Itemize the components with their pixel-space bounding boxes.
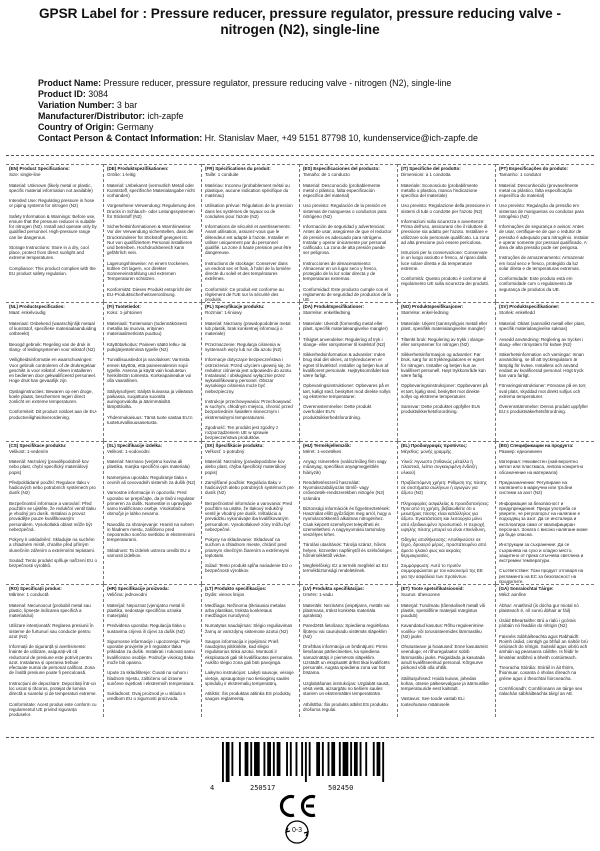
info-value: Pressure reducer, pressure regulator, pressure reducing valve - nitrogen (N2), single-line [103,78,452,88]
spec-body: Μέγεθος: μονής γραμμής Υλικό: Άγνωστο (πιθανώς μέταλλο ή πλαστικό, λείπει συγκεκριμένη ένδειξη υλικού) Προβλεπόμενη χρήση: Ρύθμιση της πίεσης σε συστήματα σωλήνων ή αγωγών για άζωτο (N2) Πληροφορίες ασφαλείας & προειδοποιήσεις: Πριν από τη χρήση, βεβαιωθείτε ότι ο μειωτήρας πίεσης είναι κατάλληλος για άζωτο. Εγκατάσταση και λειτουργία μόνο από εξειδικευμένο προσωπικό. Η περιοχή υψηλής πίεσης μπορεί να είναι επικίνδυνη. Οδηγίες αποθήκευσης: Αποθηκεύστε σε ξηρό, δροσερό μέρος, προστατευμένο από άμεσο ηλιακό φως και ακραίες θερμοκρασίες. Συμμόρφωση: Αυτό το προϊόν συμμορφώνεται με τον κανονισμό της ΕΕ για την ασφάλεια των προϊόντων. [401,448,490,579]
spec-heading: (DE) Produktspezifikationen: [107,166,169,171]
spec-body: Dimensioni: a 1 condotta Materiale: Sconosciuto (probabilmente metallo o plastica, manca l'indicazione specifica del materiale) Uso previsto: Regolazione della pressione in sistemi di tubi o condotte per l'azoto (N2) Informazioni sulla sicurezza e avvertenze: Prima dell'uso, assicurarsi che il riduttore di pressione sia adatto per l'azoto. Installare e utilizzare solo personale qualificato. La zona ad alta pressione può essere pericolosa. Istruzioni per la conservazione: Conservare in un luogo asciutto e fresco, al riparo dalla luce solare diretta e da temperature estreme. Conformità: Questo prodotto è conforme al regolamento UE sulla sicurezza dei prodotti. [401,172,490,287]
info-row-variation-number [38,100,478,111]
spec-heading: (CS) Specifikace produktu: [9,442,67,448]
spec-heading: (LT) Produkto specifikacijos: [205,586,267,592]
barcode-bar [343,742,349,776]
info-row-manufacturer [38,111,478,122]
language-spec-cell [104,584,202,717]
spec-heading: (ET) Toote spetsifikatsioonid: [401,586,464,592]
barcode-bar [254,742,260,776]
language-spec-cell [202,441,300,584]
spec-heading: (NO) Produktspesifikasjoner: [401,304,464,310]
spec-heading: (PT) Especificações do produto: [499,166,569,171]
barcode-bar [296,742,298,776]
spec-heading: (GA) Sonraíochtaí Táirge: [499,586,554,592]
spec-body: Storlek: enkelledd Material: Okänt (sannolikt metall eller plast, specifik materialangivelse saknas) Avsedd användning: Reglering av trycket i slang- eller rörsystem för kväve (N2) Säkerhetsinformation och varningar: Innan användning, se till att tryckregulatorn är lämplig för kväve. Installera och använd endast av kvalificerad personal. Högt tryck kan vara farligt. Förvaringsinstruktioner: Förvaras på en torr, sval plats, skyddad mot direkt solljus och extrema temperaturer. Överensstämmelse: Denna produkt uppfyller EU:s produktsäkerhetsförordning. [499,310,589,415]
spec-body: Размер: еднолинеен Материал: Неизвестен (най-вероятно метал или пластмаса, липсва конкретно обозначение на материала) Предназначение: Регулиране на налягането в маркучни или тръбни системи за азот (N2) Информация за безопасност и предупреждения: Преди употреба се уверете, че регулаторът на налягане е подходящ за азот. Да се инсталира и експлоатира само от квалифициран персонал. Зоната с високо налягане може да бъде опасна. Инструкции за съхранение: Да се съхранява на сухо и хладно място, защитено от пряка слънчева светлина и екстремни температури. Съответствие: Този продукт отговаря на регламента на ЕС за безопасност на продуктите. [499,448,588,584]
barcode-bar [365,742,367,776]
info-row-product-name [38,78,478,89]
info-value: Hr. Stanislav Maer, +49 5151 87798 10, kundenservice@ich-zapfe.de [204,133,478,143]
barcode-bar [382,742,384,782]
spec-body: Suurus: ühesoonne Materjal: Tundmatu (tõenäoliselt metall või plastik, spetsiifiline materjali märgistus puudub) Kavandatud kasutus: Rõhu reguleerimine vooliku- või torusüsteemides lämmastiku (N2) jaoks Ohutusteave ja hoiatused: Enne kasutamist veenduge, et rõhuregulaator sobib lämmastiku jaoks. Paigaldada ja kasutada ainult kvalifitseeritud personal. Kõrgsurve piirkond võib olla ohtlik. Säilitusjuhised: Hoida kuivas, jahedas kohas, otsese päikesevalguse ja äärmuslike temperatuuride eest kaitstult. Vastavus: See toode vastab ELi tooteohutuse määrusele. [401,592,489,707]
spec-body: Veličina: jednovodni Materijal: Nepoznat (vjerojatno metal ili plastika, nedostaje specifična oznaka materijala) Predviđena uporaba: Regulacija tlaka u sustavima crijeva ili cijevi za dušik (N2) Sigurnosne informacije i upozorenja: Prije uporabe provjerite je li regulator tlaka prikladan za dušik. Instalirati i rukovati samo kvalificirano osoblje. Područje visokog tlaka može biti opasno. Upute za skladištenje: Čuvati na suhom i hladnom mjestu, zaštićeno od izravne sunčeve svjetlosti i ekstremnih temperatura. Sukladnost: Ovaj proizvod je u skladu s uredbom EU o sigurnosti proizvoda. [107,592,196,702]
barcode-bar [331,742,335,776]
recycling-code: 0-3 [291,827,303,834]
language-spec-cell [300,584,398,717]
barcode-bar [286,742,288,776]
language-spec-cell [398,164,496,302]
spec-heading: (HU) Termékjellemzők: [303,442,352,448]
language-spec-cell [398,302,496,440]
info-row-contact [38,133,478,144]
language-spec-cell [398,584,496,717]
recycling-mark [282,818,312,846]
spec-body: Rozmiar: 1-liniowy Materiał: Nieznany (prawdopodobnie metal lub plastik, brak konkretnej informacji o materiale) Przeznaczenie: Regulacja ciśnienia w systemach węży lub rur dla azotu (N2) Informacje dotyczące bezpieczeństwa i ostrzeżenia: Przed użyciem upewnij się, że reduktor ciśnienia jest odpowiedni do azotu. Instalować i obsługiwać wyłącznie przez wykwalifikowany personel. Obszar wysokiego ciśnienia może być niebezpieczny. Instrukcje przechowywania: Przechowywać w suchym, chłodnym miejscu, chronić przed bezpośrednim światłem słonecznym i ekstremalnymi temperaturami. Zgodność: Ten produkt jest zgodny z rozporządzeniem UE w sprawie bezpieczeństwa produktów. [205,310,293,441]
barcode-bar [350,742,352,776]
barcode-bar [226,742,230,782]
language-spec-cell [104,302,202,440]
barcode-bar [267,742,271,776]
label-title: GPSR Label for : Pressure reducer, pressure regulator, pressure reducing valve - nitrogen (N2), single-line [38,6,562,37]
language-spec-cell [496,441,594,584]
info-label: Product Name: [38,78,102,88]
spec-heading: (EN) Product Specifications: [9,166,70,171]
spec-body: Méid: aonlíne Ábhar: Anaithnid (is dócha gur miotal nó plaisteach é, níl sonrú ábhair ar fáil) Úsáid Bheartaithe: Brú a rialú i gcórais píobáin nó feadáin do nítrigin (N2) Faisnéis Sábháilteachta agus Rabhaidh: Roimh úsáid, cinntigh go bhfuil an rialtóir brú oiriúnach do nítrigin. Suiteáil agus oibriú ach amháin ag pearsanra cáilithe. Is féidir le limistéar ardbhrú a bheith contúirteach. Treoracha Stórála: Stóráil in áit thirim, fhionnuar, cosanta ó sholas díreach na gréine agus ó theochtaí foircneacha. Comhlíonadh: Comhlíonann an táirge seo rialachán sábháilteachta táirgí an AE. [499,592,588,697]
barcode-bar [290,742,292,776]
info-label: Manufacturer/Distributor: [38,111,145,121]
barcode-bar [354,742,358,776]
barcode-bar [277,742,281,776]
spec-body: Taille: 1 conduite Matériau: Inconnu (probablement métal ou plastique, aucune indication spécifique du matériau) Utilisation prévue: Régulation de la pression dans les systèmes de tuyaux ou de conduites pour l'azote (N2) Informations de sécurité et avertissements: Avant utilisation, assurez-vous que le détendeur est adapté à l'azote. Installer et utiliser uniquement par du personnel qualifié. La zone à haute pression peut être dangereuse. Instructions de stockage: Conserver dans un endroit sec et frais, à l'abri de la lumière directe du soleil et des températures extrêmes. Conformité: Ce produit est conforme au règlement de l'UE sur la sécurité des produits. [205,172,293,303]
barcode-left-group: 250517 [250,784,276,792]
spec-body: Size: single-line Material: Unknown (likely metal or plastic, specific material information not available) Intended Use: Regulating pressure in hose or piping systems for nitrogen (N2) Safety Information & Warnings: Before use, ensure that the pressure reducer is suitable for nitrogen (N2). Install and operate only by qualified personnel. High-pressure range can be dangerous. Storage Instructions: Store in a dry, cool place, protect from direct sunlight and extreme temperatures. Compliance: This product complies with the EU product safety regulation. [9,172,97,277]
barcode-first-digit: 4 [210,784,215,792]
spec-body: Tamanho: 1 condutor Material: Desconhecido (provavelmente metal ou plástico, falta especificação específica do material) Uso previsto: Regulação da pressão em sistemas de mangueiras ou condutos para nitrogênio (N2) Informações de segurança e avisos: Antes de usar, certifique-se de que o redutor de pressão é adequado para nitrogênio. Instalar e operar somente por pessoal qualificado. A área de alta pressão pode ser perigosa. Instruções de armazenamento: Armazenar em local seco e fresco, protegido da luz solar direta e de temperaturas extremas. Conformidade: Este produto está em conformidade com o regulamento de segurança de produtos da UE. [499,172,589,292]
spec-heading: (SK) Špecifikácie produktu: [205,442,264,448]
barcode-bar [316,742,320,776]
info-label: Contact Person & Contact Information: [38,133,203,143]
info-value: ich-zapfe [147,111,184,121]
language-spec-cell [202,302,300,440]
language-spec-cell [496,584,594,717]
barcode-bar [231,742,233,776]
spec-body: Velikost: 1-vedením Materiál: Neznámý (pravděpodobně kov nebo plast, chybí specifický materiálový popis) Předpokládané použití: Regulace tlaku v hadicových nebo potrubních systémech pro dusík (N2) Bezpečnostní informace a varování: Před použitím se ujistěte, že redukční ventil tlaku je vhodný pro dusík. Instalaci a provoz provádějte pouze kvalifikovaným personálem. Vysokotlaká oblast může být nebezpečná. Pokyny k uskladnění: Skladujte na suchém a chladném místě, chraňte před přímým slunečním zářením a extrémními teplotami. Soulad: Tento produkt splňuje nařízení EU o bezpečnosti výrobků. [9,448,97,569]
language-spec-cell [202,164,300,302]
spec-heading: (PL) Specyfikacje produktu: [205,304,265,310]
spec-heading: (NL) Productspecificaties: [9,304,65,310]
barcode-bar [239,742,241,776]
info-label: Variation Number: [38,100,115,110]
spec-heading: (LV) Produkta specifikācijas: [303,586,365,592]
spec-body: Størrelse: enkel-ledning Materiale: Ukjent (sannsynligvis metall eller plast, spesifikk materialangivelse mangler) Tiltenkt bruk: Regulering av trykk i slange- eller rørsystemer for nitrogen (N2) Sikkerhetsinformasjon og advarsler: Før bruk, sørg for at trykkregulatoren er egnet for nitrogen. Installer og betjen kun av kvalifisert personell. Høyt trykkområde kan være farlig. Oppbevaringsinstruksjoner: Oppbevares på et tørt, kjølig sted, beskyttet mot direkte sollys og ekstreme temperaturer. Samsvar: Dette produktet oppfyller EUs produktsikkerhetsforordning. [401,310,488,415]
product-info [38,78,478,144]
language-spec-cell [300,302,398,440]
barcode-bar [328,742,330,776]
language-spec-cell [496,164,594,302]
barcode-bar [373,742,375,776]
info-label: Country of Origin: [38,122,115,132]
spec-body: Größe: 1-leitig Material: Unbekannt (vermutlich Metall oder Kunststoff, spezifische Materialangabe nicht vorhanden) Vorgesehene Verwendung: Regulierung des Drucks in Schlauch- oder Leitungssystemen für Stickstoff (N2) Sicherheitsinformationen & Warnhinweise: Vor der Verwendung sicherstellen, dass der Druckminderer für Stickstoff geeignet ist. Nur von qualifiziertem Personal installieren und betreiben. Hochdruckbereich kann gefährlich sein. Lagerungshinweise: An einem trockenen, kühlen Ort lagern, vor direkter Sonneneinstrahlung und extremen Temperaturen schützen. Konformität: Dieses Produkt entspricht der EU-Produktsicherheitsverordnung. [107,172,196,297]
spec-heading: (SL) Specifikacije izdelka: [107,442,163,448]
barcode-bar [301,742,303,776]
spec-body: Izmērs: 1-vadu Materiāls: Nezināms (iespējams, metāls vai plastmasa, trūkst konkrēta materiāla apraksta) Paredzētā lietošana: Spiediena regulēšana šļūteņu vai cauruļvadu sistēmās slāpeklim (N2) Drošības informācija un brīdinājumi: Pirms lietošanas pārliecinieties, ka spiediena samazinātājs ir piemērots slāpeklim. Uzstādīt un ekspluatēt drīkst tikai kvalificēts personāls. Augsta spiediena zona var būt bīstama. Uzglabāšanas instrukcijas: Uzglabāt sausā, vēsā vietā, aizsargātu no tiešiem saules stariem un ekstremālām temperatūrām. Atbilstība: Šis produkts atbilst ES produktu drošuma regulai. [303,592,390,712]
spec-heading: (IT) Specifiche del prodotto: [401,166,461,171]
barcode-bar [250,742,252,776]
spec-heading: (DA) Produktspecifikationer: [303,304,365,310]
spec-heading: (SV) Produktspecifikationer: [499,304,560,310]
spec-body: Størrelse: enkeltledning Materiale: Ukendt (formentlig metal eller plast, specifik materialeangivelse mangler) Tilsigtet anvendelse: Regulering af tryk i slange- eller rørsystemer til kvælstof (N2) Sikkerhedsinformation & advarsler: Inden brug skal det sikres, at trykreduceren er egnet til kvælstof. Installer og betjen kun af kvalificeret personale. Højtryksområdet kan være farligt. Opbevaringsinstruktioner: Opbevares på et tørt, køligt sted, beskyttet mod direkte sollys og ekstreme temperaturer. Overensstemmelse: Dette produkt overholder EU's produktsikkerhedsforordning. [303,310,391,420]
info-value: Germany [116,122,154,132]
spec-body: Koko: 1-johtoinen Materiaali: Tuntematon (todennäköisesti metallia tai muovia, erityinen materiaalimerkintä puuttuu) Käyttötarkoitus: Paineen säätö letku- tai putkijärjestelmissä typelle (N2) Turvallisuustiedot ja varoitukset: Varmista ennen käyttöä, että paineenalennin sopii typelle. Asenna ja käytä vain koulutetun henkilöstön toimesta. Korkeapainealue voi olla vaarallinen. Säilytysohjeet: Säilytä kuivassa ja viileässä paikassa, suojattuna suoralta auringonvalolta ja äärimmäisiltä lämpötiloilta. Yhdenmukaisuus: Tämä tuote vastaa EU:n tuoteturvallisuusasetusta. [107,310,193,425]
language-spec-cell [6,441,104,584]
language-spec-cell [398,441,496,584]
ean-barcode [210,742,390,794]
barcode-right-group: 502450 [328,784,354,792]
barcode-bar [263,742,265,776]
info-label: Product ID: [38,89,86,99]
spec-heading: (HR) Specifikacije proizvoda: [107,586,170,592]
spec-body: Tamaño: de 1 conducto Material: Desconocido (probablemente metal o plástico, falta especificación específica del material) Uso previsto: Regulación de la presión en sistemas de mangueras o conductos para nitrógeno (N2) Información de seguridad y advertencias: Antes de usar, asegúrese de que el reductor de presión es adecuado para nitrógeno. Instalar y operar únicamente por personal calificado. La zona de alta presión puede ser peligrosa. Instrucciones de almacenamiento: Almacenar en un lugar seco y fresco, protegido de la luz solar directa y de temperaturas extremas. Conformidad: Este producto cumple con el reglamento de seguridad de productos de la UE. [303,172,392,303]
info-row-product-id [38,89,478,100]
ce-mark-icon [275,794,321,818]
spec-body: Veľkosť: 1-potrubný Materiál: Neznámy (pravdepodobne kov alebo plast, chýba špecifický materiálový popis) Zamýšľané použitie: Regulácia tlaku v hadicových alebo potrubných systémoch pre dusík (N2) Bezpečnostné informácie a varovania: Pred použitím sa uistite, že tlakový redukčný ventil je vhodný pre dusík. Inštaláciu a prevádzku vykonávajte iba kvalifikovaným personálom. Vysokotlakové zóny môžu byť nebezpečné. Pokyny na skladovanie: Skladovať na suchom a chladnom mieste, chrániť pred priamym slnečným žiarením a extrémnymi teplotami. Súlad: Tento produkt spĺňa nariadenie EÚ o bezpečnosti výrobkov. [205,448,294,574]
language-spec-cell [6,584,104,717]
barcode-bar [377,742,381,776]
barcode-bar [222,742,224,782]
language-spec-cell [104,441,202,584]
spec-heading: (BG) Спецификации на продукта: [499,442,574,448]
language-spec-cell [104,164,202,302]
language-spec-cell [202,584,300,717]
divider [6,155,594,156]
spec-heading: (EL) Προδιαγραφές προϊόντος: [401,442,468,448]
spec-heading: (ES) Especificaciones del producto: [303,166,380,171]
spec-body: Maat: enkelvoudig Materiaal: Onbekend (waarschijnlijk metaal of kunststof, specifieke materiaalaanduiding ontbreekt) Beoogd gebruik: Regeling van de druk in slang- of leidingsystemen voor stikstof (N2) Veiligheidsinformatie en waarschuwingen: Voor gebruik controleren of de drukregelaar geschikt is voor stikstof. Alleen installeren en bedienen door gekwalificeerd personeel. Hoge druk kan gevaarlijk zijn. Opslaginstructies: Bewaren op een droge, koele plaats, beschermen tegen direct zonlicht en extreme temperaturen. Conformiteit: Dit product voldoet aan de EU-productveiligheidsverordening. [9,310,98,420]
spec-heading: (FI) Tuotetiedot: [107,304,141,310]
spec-body: Mărime: 1 conductă Material: Necunoscut (probabil metal sau plastic, lipsește indicarea specifică a materialului) Utilizare intenționată: Reglarea presiunii în sisteme de furtunuri sau conducte pentru azot (N2) Informații de siguranță și avertismente: Înainte de utilizare, asigurați-vă că reductorul de presiune este potrivit pentru azot. Instalarea și operarea trebuie efectuate numai de personal calificat. Zona de înaltă presiune poate fi periculoasă. Instrucțiuni de depozitare: Depozitați într-un loc uscat și răcoros, protejat de lumina directă a soarelui și de temperaturi extreme. Conformitate: Acest produs este conform cu regulamentul UE privind siguranța produselor. [9,592,97,717]
barcode-bar [245,742,249,776]
language-spec-cell [6,164,104,302]
spec-body: Velikost: 1-vodovodni Material: Neznano (verjetno kovina ali plastika, manjka specifični opis materiala) Namenjena uporaba: Reguliranje tlaka v cevnih ali cevovodnih sistemih za dušik (N2) Varnostne informacije in opozorila: Pred uporabo se prepričajte, da je tlačni regulator primeren za dušik. Namestite in upravljajte samo kvalificirano osebje. Visokotlačno območje je lahko nevarno. Navodila za shranjevanje: Hraniti na suhem in hladnem mestu, zaščiteno pred neposredno sončno svetlobo in ekstremnimi temperaturami. Skladnost: Ta izdelek ustreza uredbi EU o varnosti izdelkov. [107,448,196,558]
language-spec-cell [6,302,104,440]
barcode-bar [273,742,275,776]
language-spec-grid [6,164,594,736]
barcode-bar [360,742,362,776]
language-spec-cell [300,164,398,302]
barcode-bars [222,742,386,782]
barcode-bar [309,742,311,776]
spec-body: Méret: 1-vezetékes Anyag: Ismeretlen (valószínűleg fém vagy műanyag, specifikus anyagmegjelölés hiányzik) Rendeltetésszerű használat: Nyomásszabályozás tömlő- vagy csővezeték-rendszerekben nitrogén (N2) számára Biztonsági információk és figyelmeztetések: Használat előtt győződjön meg arról, hogy a nyomáscsökkentő alkalmas nitrogénhez. Csak képzett személyzet telepítheti és üzemeltetheti. A nagynyomású tartomány veszélyes lehet. Tárolási utasítások: Tárolja száraz, hűvös helyen, közvetlen napfénytől és szélsőséges hőmérséklettől védve. Megfelelőség: Ez a termék megfelel az EU termékbiztonsági rendeletének. [303,448,392,574]
barcode-bar [305,742,307,782]
divider [6,737,594,738]
info-value: 3084 [88,89,109,99]
language-spec-cell [300,441,398,584]
info-row-country-of-origin [38,122,478,133]
language-spec-cell [496,302,594,440]
barcode-bar [339,742,341,776]
spec-heading: (FR) Spécifications du produit: [205,166,271,171]
spec-body: Dydis: vienos linijos Medžiaga: Nežinoma (tikriausiai metalas arba plastikas, trūksta konkretaus medžiagos nurodymo) Numatytas naudojimas: Slėgio reguliavimas žarnų ar vamzdynų sistemose azotui (N2) Saugos informacija ir įspėjimai: Prieš naudojimą įsitikinkite, kad slėgio reguliatorius tinka azotui. Montuoti ir eksploatuoti gali tik kvalifikuotas personalas. Aukšto slėgio zona gali būti pavojinga. Laikymo instrukcijos: Laikyti sausoje, vėsioje vietoje, apsaugotoje nuo tiesioginių saulės spindulių ir ekstremalių temperatūrų. Atitiktis: Šis produktas atitinka ES produktų saugos reglamentą. [205,592,294,702]
barcode-bar [322,742,324,776]
spec-heading: (RO) Specificații produs: [9,586,62,592]
info-value: 3 bar [116,100,138,110]
